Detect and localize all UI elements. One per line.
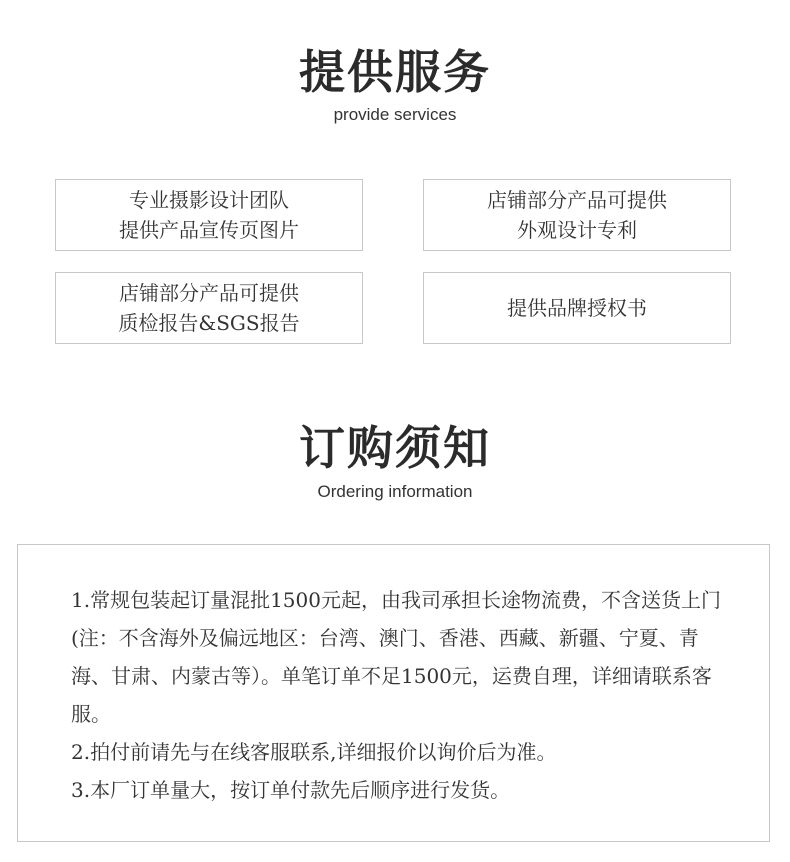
service-box-inspection-report <box>55 272 363 344</box>
services-subtitle: provide services <box>333 105 457 124</box>
service-line: 提供品牌授权书 <box>507 296 647 320</box>
ordering-title: 订购须知 <box>299 421 491 475</box>
service-line: 店铺部分产品可提供 <box>119 281 299 305</box>
ordering-paragraph-2: 2.拍付前请先与在线客服联系,详细报价以询价后为准。 <box>71 740 557 764</box>
service-box-photography <box>55 179 363 251</box>
service-line: 外观设计专利 <box>517 218 637 242</box>
ordering-paragraph-1: 1.常规包装起订量混批1500元起，由我司承担长途物流费，不含送货上门(注：不含海外及偏远地区：台湾、澳门、香港、西藏、新疆、宁夏、青海、甘肃、内蒙古等）。单笔订单不足1500元，运费自理，详细请联系客服。 <box>71 588 721 726</box>
ordering-subtitle: Ordering information <box>317 482 473 501</box>
service-line: 质检报告&SGS报告 <box>118 311 300 335</box>
service-box-brand-authorization <box>423 272 731 344</box>
services-title: 提供服务 <box>299 45 491 99</box>
ordering-info-text <box>71 581 736 809</box>
service-line: 提供产品宣传页图片 <box>119 218 299 242</box>
service-line: 店铺部分产品可提供 <box>487 188 667 212</box>
ordering-paragraph-3: 3.本厂订单量大，按订单付款先后顺序进行发货。 <box>71 778 511 802</box>
ordering-info-box <box>17 544 770 842</box>
service-box-design-patent <box>423 179 731 251</box>
service-line: 专业摄影设计团队 <box>129 188 289 212</box>
